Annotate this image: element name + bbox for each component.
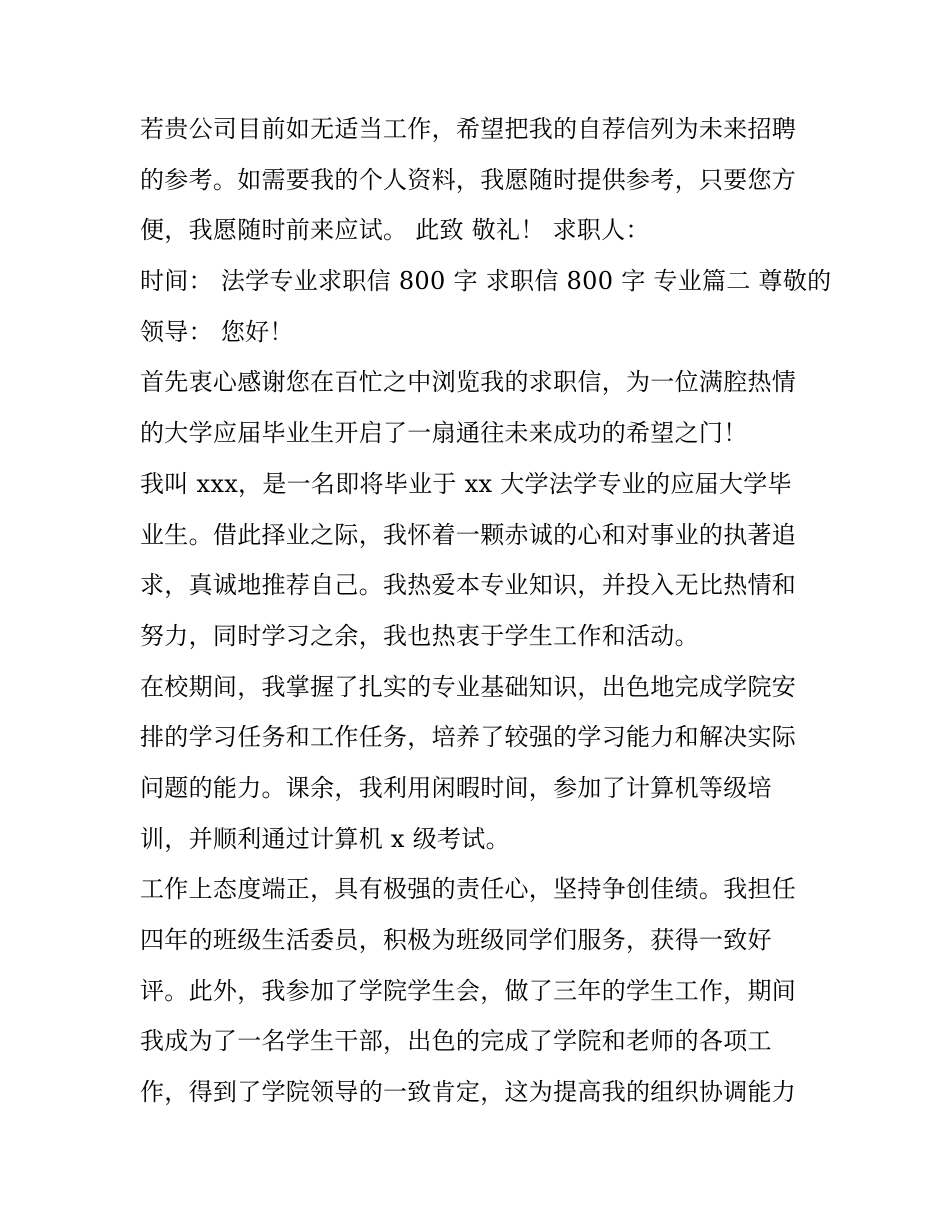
text-line: 评。此外，我参加了学院学生会，做了三年的学生工作，期间 (140, 976, 797, 1005)
text-line: 四年的班级生活委员，积极为班级同学们服务，获得一致好 (140, 926, 772, 954)
text-line: 问题的能力。课余，我利用闲暇时间，参加了计算机等级培 (140, 773, 772, 802)
text-line: 我叫 xxx，是一名即将毕业于 xx 大学法学专业的应届大学毕 (140, 469, 792, 498)
text-line: 努力，同时学习之余，我也热衷于学生工作和活动。 (140, 621, 699, 650)
text-line: 作，得到了学院领导的一致肯定，这为提高我的组织协调能力 (140, 1078, 797, 1107)
text-line: 便，我愿随时前来应试。 此致 敬礼！ 求职人： (140, 216, 650, 245)
text-line: 领导： 您好！ (140, 317, 294, 346)
text-line: 的参考。如需要我的个人资料，我愿随时提供参考，只要您方 (140, 165, 797, 194)
text-line: 训，并顺利通过计算机 x 级考试。 (140, 824, 510, 853)
text-line: 我成为了一名学生干部，出色的完成了学院和老师的各项工 (140, 1027, 772, 1056)
text-line: 工作上态度端正，具有极强的责任心，坚持争创佳绩。我担任 (140, 875, 797, 904)
text-line: 排的学习任务和工作任务，培养了较强的学习能力和解决实际 (140, 723, 797, 752)
text-line: 求，真诚地推荐自己。我热爱本专业知识，并投入无比热情和 (140, 571, 797, 600)
text-line: 在校期间，我掌握了扎实的专业基础知识，出色地完成学院安 (140, 672, 797, 701)
text-line: 若贵公司目前如无适当工作，希望把我的自荐信列为未来招聘 (140, 115, 797, 143)
text-line: 时间： 法学专业求职信 800 字 求职信 800 字 专业篇二 尊敬的 (140, 267, 832, 296)
document-body (140, 104, 832, 1118)
text-line: 首先衷心感谢您在百忙之中浏览我的求职信，为一位满腔热情 (140, 368, 797, 397)
text-line: 业生。借此择业之际，我怀着一颗赤诚的心和对事业的执著追 (140, 520, 797, 549)
text-line: 的大学应届毕业生开启了一扇通往未来成功的希望之门！ (140, 419, 748, 448)
